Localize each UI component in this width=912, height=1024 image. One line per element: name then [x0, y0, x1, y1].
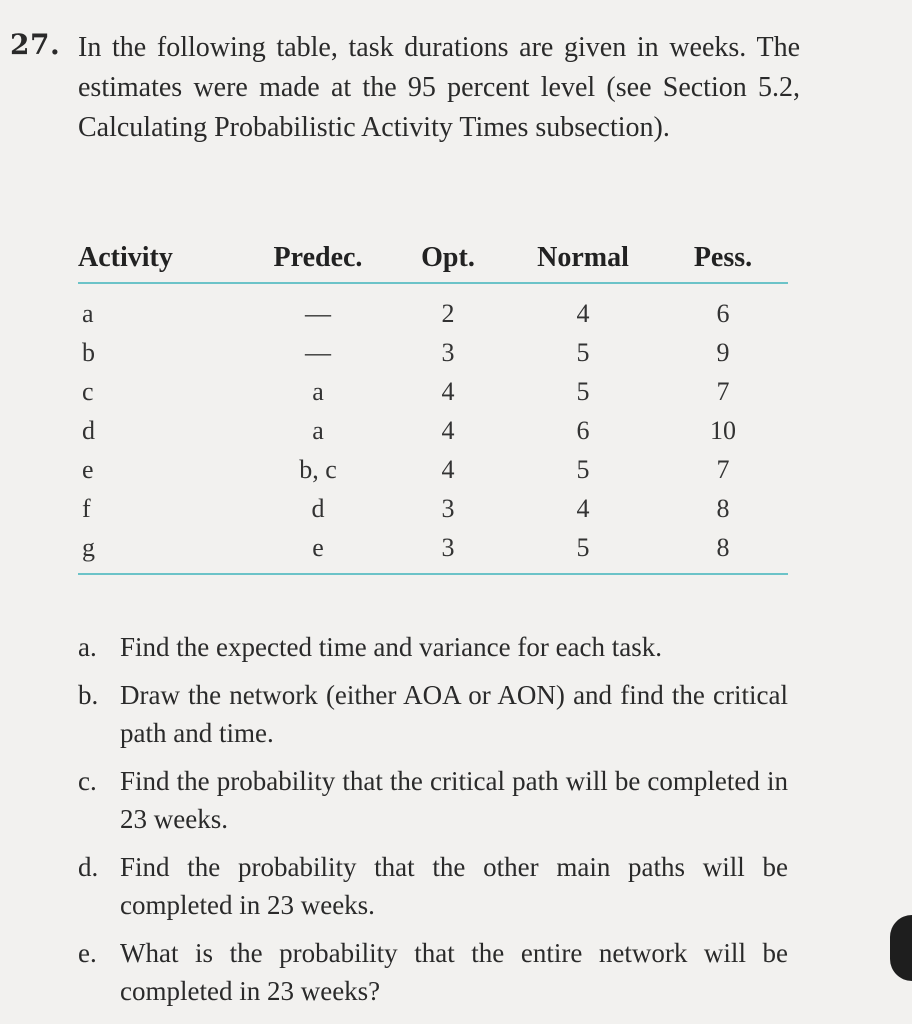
cell-optimistic: 3 [441, 337, 455, 367]
cell-predecessor: — [305, 298, 331, 328]
cell-predecessor: b, c [299, 454, 337, 484]
part-text: Find the probability that the critical path will be completed in 23 weeks. [120, 766, 788, 834]
part-text: Draw the network (either AOA or AON) and find the critical path and time. [120, 680, 788, 748]
cell-activity: e [82, 454, 94, 484]
part-label: b. [78, 680, 99, 710]
cell-pessimistic: 6 [716, 298, 730, 328]
cell-normal: 5 [576, 454, 590, 484]
question-part-a [78, 628, 788, 666]
cell-activity: d [82, 415, 95, 445]
cell-normal: 4 [576, 493, 590, 523]
cell-normal: 5 [576, 337, 590, 367]
part-label: a. [78, 632, 97, 662]
cell-activity: a [82, 298, 94, 328]
cell-activity: f [82, 493, 91, 523]
cell-pessimistic: 7 [716, 376, 730, 406]
cell-pessimistic: 7 [716, 454, 730, 484]
table-row [78, 411, 788, 450]
activity-table [78, 242, 788, 575]
table-row [78, 450, 788, 489]
question-part-d [78, 848, 788, 924]
cell-predecessor: d [311, 493, 325, 523]
cell-pessimistic: 8 [658, 528, 788, 574]
part-label: c. [78, 766, 97, 796]
cell-predecessor: a [312, 415, 324, 445]
part-text: Find the probability that the other main paths will be completed in 23 weeks. [120, 852, 788, 920]
cell-normal: 4 [576, 298, 590, 328]
problem-statement [10, 28, 800, 148]
table-row [78, 283, 788, 333]
problem-text: In the following table, task durations are given in weeks. The estimates were made at the 95 percent level (see Section 5.2, Calculating Probabilistic Activity Times subsection). [78, 32, 800, 143]
cell-normal: 5 [508, 528, 658, 574]
cell-normal: 6 [576, 415, 590, 445]
edge-overlay-shape [890, 915, 912, 981]
part-text: What is the probability that the entire network will be completed in 23 weeks? [120, 938, 788, 1006]
cell-pessimistic: 8 [716, 493, 730, 523]
cell-pessimistic: 10 [710, 415, 736, 445]
cell-predecessor: a [312, 376, 324, 406]
cell-optimistic: 3 [388, 528, 508, 574]
header-pessimistic: Pess. [658, 242, 788, 283]
table-header-row [78, 242, 788, 283]
cell-activity: c [82, 376, 94, 406]
header-activity: Activity [78, 242, 248, 283]
part-text: Find the expected time and variance for each task. [120, 632, 663, 662]
problem-number: 27. [10, 28, 61, 61]
table-row [78, 372, 788, 411]
table-row [78, 489, 788, 528]
table-row [78, 528, 788, 574]
cell-predecessor: e [248, 528, 388, 574]
question-part-c [78, 762, 788, 838]
question-part-b [78, 676, 788, 752]
header-optimistic: Opt. [388, 242, 508, 283]
cell-optimistic: 4 [441, 454, 455, 484]
table-row [78, 333, 788, 372]
part-label: e. [78, 938, 97, 968]
cell-activity: g [78, 528, 248, 574]
question-parts [78, 628, 788, 1020]
cell-optimistic: 4 [441, 376, 455, 406]
header-predecessor: Predec. [248, 242, 388, 283]
cell-activity: b [82, 337, 95, 367]
cell-predecessor: — [305, 337, 331, 367]
cell-optimistic: 4 [441, 415, 455, 445]
question-part-e [78, 934, 788, 1010]
cell-optimistic: 3 [441, 493, 455, 523]
part-label: d. [78, 852, 99, 882]
header-normal: Normal [508, 242, 658, 283]
cell-optimistic: 2 [441, 298, 455, 328]
cell-normal: 5 [576, 376, 590, 406]
cell-pessimistic: 9 [716, 337, 730, 367]
